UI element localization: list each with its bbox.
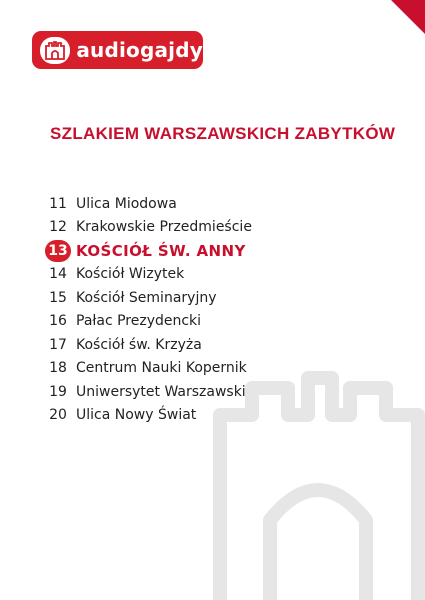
chapter-number: 15 [49,289,67,306]
castle-watermark-icon [190,370,425,600]
chapter-item [44,263,404,287]
castle-logo-icon [40,37,70,64]
corner-decoration [391,0,425,34]
chapter-name: Ulica Miodowa [76,195,177,212]
page-title: SZLAKIEM WARSZAWSKICH ZABYTKÓW [50,124,396,143]
chapter-name: Pałac Prezydencki [76,313,202,330]
chapter-item [44,192,404,216]
chapter-number: 19 [49,383,67,400]
chapter-name: Krakowskie Przedmieście [76,219,252,236]
chapter-number: 18 [49,360,67,377]
logo-text: audiogajdy [76,38,203,62]
chapter-name: Kościół św. Krzyża [76,336,202,353]
chapter-name: KOŚCIÓŁ ŚW. ANNY [76,241,246,260]
chapter-name: Uniwersytet Warszawski [76,383,246,400]
chapter-number: 16 [49,313,67,330]
chapter-name: Kościół Seminaryjny [76,289,217,306]
chapter-item-current [44,239,404,263]
current-chapter-badge: 13 [45,240,71,262]
chapter-item [44,216,404,240]
chapter-number: 12 [49,219,67,236]
chapter-name: Ulica Nowy Świat [76,407,197,424]
chapter-item [44,310,404,334]
chapter-number: 17 [49,336,67,353]
chapter-name: Kościół Wizytek [76,266,185,283]
audiogajdy-logo [32,31,203,69]
chapter-item [44,333,404,357]
chapter-item [44,286,404,310]
chapter-number: 20 [49,407,67,424]
chapter-number: 14 [49,266,67,283]
chapter-number: 11 [49,195,67,212]
chapter-name: Centrum Nauki Kopernik [76,360,247,377]
